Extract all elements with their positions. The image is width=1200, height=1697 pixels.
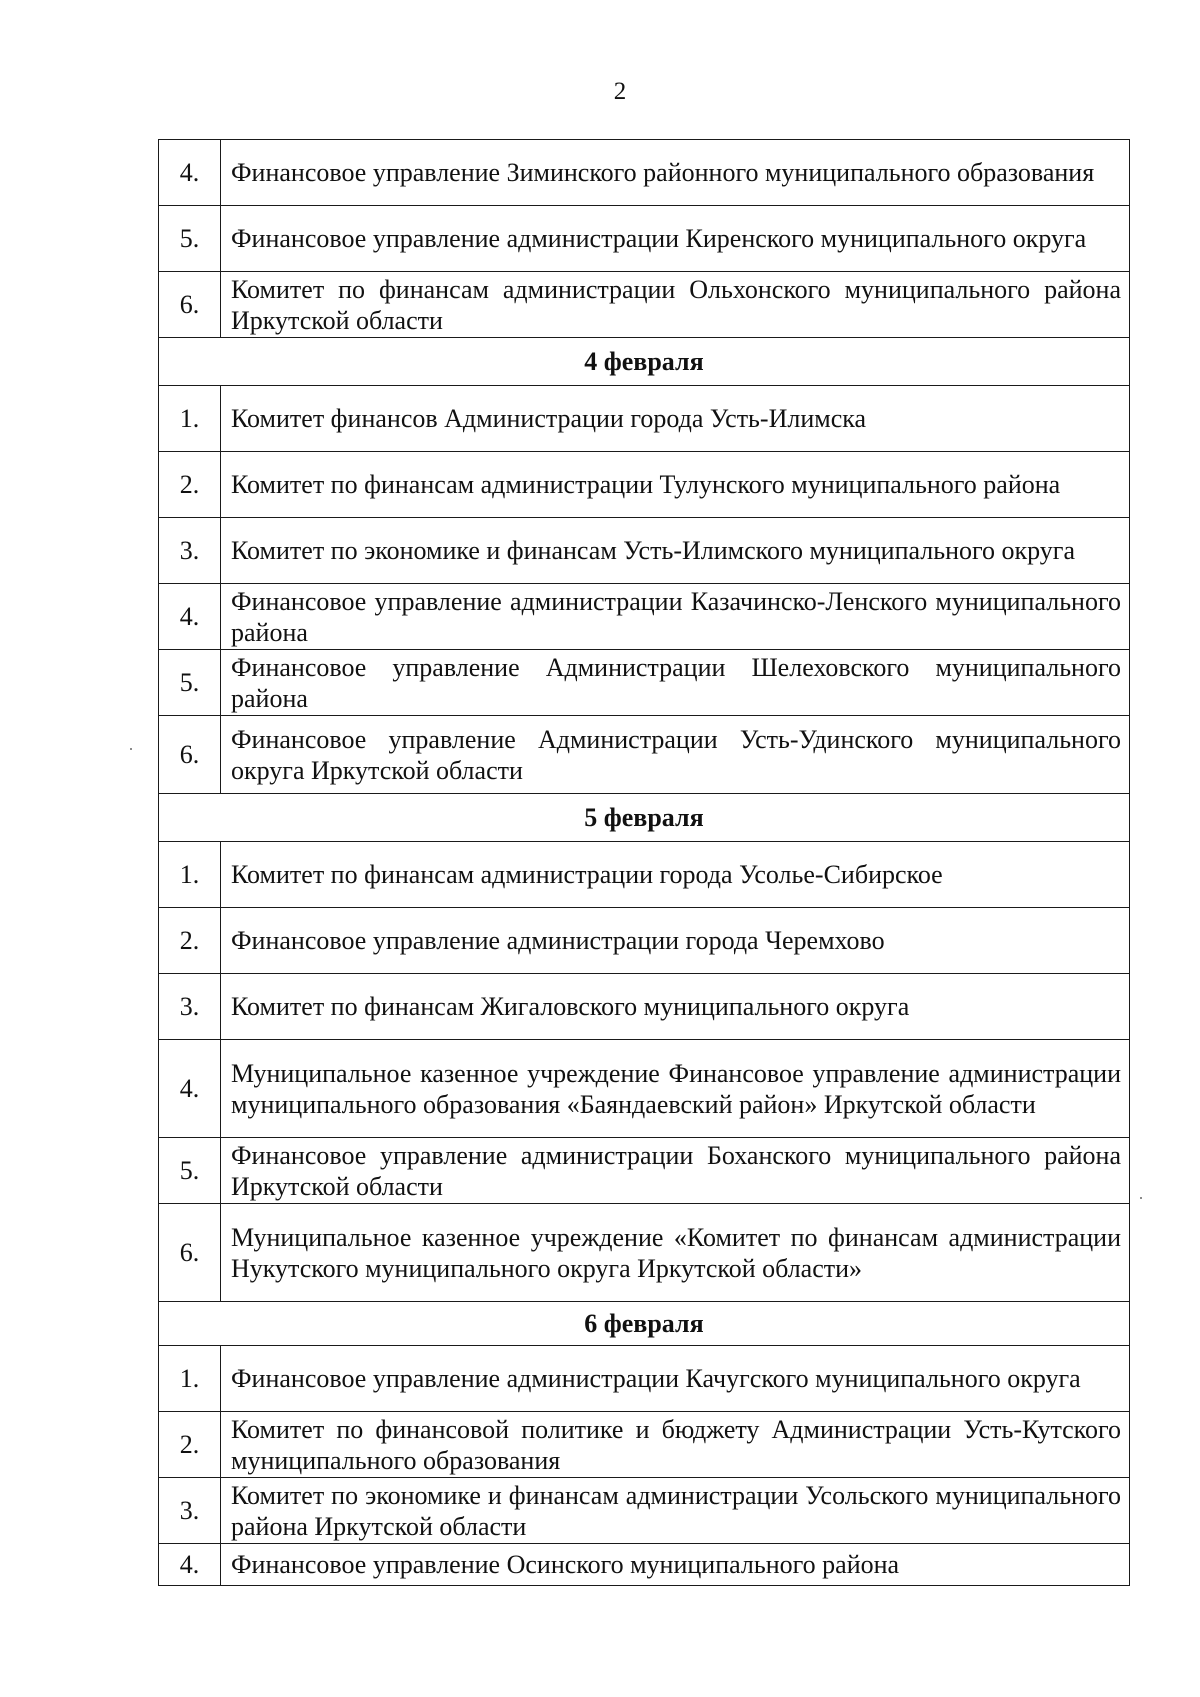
organization-name: Комитет по финансовой политике и бюджету Администрации Усть-Кутского муниципального образования xyxy=(221,1412,1130,1478)
table-row xyxy=(159,1138,1130,1204)
row-number: 5. xyxy=(159,206,221,272)
schedule-table xyxy=(158,139,1130,1586)
table-row xyxy=(159,650,1130,716)
row-number: 2. xyxy=(159,452,221,518)
row-number: 1. xyxy=(159,1346,221,1412)
organization-name: Комитет по финансам Жигаловского муниципального округа xyxy=(221,974,1130,1040)
organization-name: Финансовое управление администрации Казачинско-Ленского муниципального района xyxy=(221,584,1130,650)
organization-name: Финансовое управление администрации Киренского муниципального округа xyxy=(221,206,1130,272)
row-number: 3. xyxy=(159,1478,221,1544)
scan-speck xyxy=(1140,1197,1142,1199)
row-number: 4. xyxy=(159,584,221,650)
organization-name: Финансовое управление Администрации Шелеховского муниципального района xyxy=(221,650,1130,716)
row-number: 1. xyxy=(159,386,221,452)
date-header-row xyxy=(159,1302,1130,1346)
table-row xyxy=(159,140,1130,206)
row-number: 6. xyxy=(159,272,221,338)
table-row xyxy=(159,1346,1130,1412)
organization-name: Финансовое управление администрации города Черемхово xyxy=(221,908,1130,974)
table-row xyxy=(159,1040,1130,1138)
table-row xyxy=(159,716,1130,794)
table-row xyxy=(159,518,1130,584)
row-number: 3. xyxy=(159,974,221,1040)
organization-name: Финансовое управление Зиминского районного муниципального образования xyxy=(221,140,1130,206)
organization-name: Комитет по финансам администрации Ольхонского муниципального района Иркутской области xyxy=(221,272,1130,338)
row-number: 3. xyxy=(159,518,221,584)
organization-name: Комитет по экономике и финансам Усть-Илимского муниципального округа xyxy=(221,518,1130,584)
organization-name: Финансовое управление Администрации Усть-Удинского муниципального округа Иркутской области xyxy=(221,716,1130,794)
table-row xyxy=(159,452,1130,518)
row-number: 2. xyxy=(159,908,221,974)
date-heading: 6 февраля xyxy=(159,1302,1130,1346)
row-number: 5. xyxy=(159,1138,221,1204)
table-row xyxy=(159,386,1130,452)
organization-name: Комитет по финансам администрации Тулунского муниципального района xyxy=(221,452,1130,518)
row-number: 5. xyxy=(159,650,221,716)
date-header-row xyxy=(159,794,1130,842)
table-row xyxy=(159,272,1130,338)
table-row xyxy=(159,1478,1130,1544)
organization-name: Муниципальное казенное учреждение Финансовое управление администрации муниципального образования «Баяндаевский район» Иркутской области xyxy=(221,1040,1130,1138)
row-number: 4. xyxy=(159,140,221,206)
row-number: 4. xyxy=(159,1544,221,1586)
table-row xyxy=(159,1204,1130,1302)
organization-name: Муниципальное казенное учреждение «Комитет по финансам администрации Нукутского муниципального округа Иркутской области» xyxy=(221,1204,1130,1302)
date-heading: 5 февраля xyxy=(159,794,1130,842)
table-row xyxy=(159,206,1130,272)
page-number: 2 xyxy=(613,78,627,105)
date-heading: 4 февраля xyxy=(159,338,1130,386)
table-row xyxy=(159,908,1130,974)
table-row xyxy=(159,584,1130,650)
table-row xyxy=(159,1412,1130,1478)
row-number: 6. xyxy=(159,1204,221,1302)
organization-name: Финансовое управление администрации Боханского муниципального района Иркутской области xyxy=(221,1138,1130,1204)
organization-name: Финансовое управление администрации Качугского муниципального округа xyxy=(221,1346,1130,1412)
date-header-row xyxy=(159,338,1130,386)
scan-speck xyxy=(130,748,132,750)
table-row xyxy=(159,842,1130,908)
row-number: 1. xyxy=(159,842,221,908)
organization-name: Комитет по экономике и финансам администрации Усольского муниципального района Иркутской области xyxy=(221,1478,1130,1544)
organization-name: Финансовое управление Осинского муниципального района xyxy=(221,1544,1130,1586)
organization-name: Комитет по финансам администрации города Усолье-Сибирское xyxy=(221,842,1130,908)
row-number: 6. xyxy=(159,716,221,794)
row-number: 2. xyxy=(159,1412,221,1478)
table-row xyxy=(159,974,1130,1040)
row-number: 4. xyxy=(159,1040,221,1138)
organization-name: Комитет финансов Администрации города Усть-Илимска xyxy=(221,386,1130,452)
table-row xyxy=(159,1544,1130,1586)
